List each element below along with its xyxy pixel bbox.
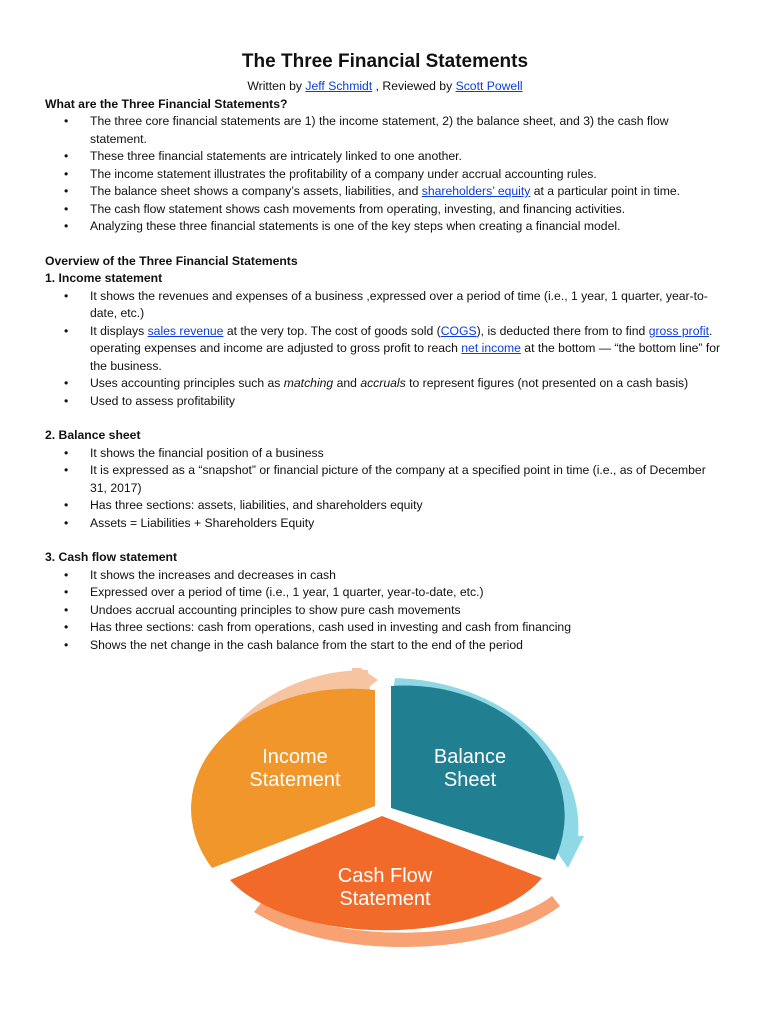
list-item [90, 375, 725, 393]
cogs-link[interactable]: COGS [440, 323, 477, 338]
list-item: • It is expressed as a “snapshot” or financial picture of the company at a specified point in time (i.e., as of December 31, 2017) [90, 462, 725, 497]
list-item [90, 183, 725, 201]
text: matching [283, 376, 334, 390]
income-label-line1: Income [262, 746, 328, 768]
text: at a particular point in time. [530, 184, 681, 198]
text: at the very top. The cost of goods sold ( [223, 323, 441, 338]
byline-prefix: Written by [247, 79, 306, 93]
byline-middle: , Reviewed by [372, 79, 456, 93]
list-item: • These three financial statements are intricately linked to one another. [90, 148, 725, 166]
list-item: • Shows the net change in the cash balance from the start to the end of the period [90, 637, 725, 655]
list-item: • It shows the financial position of a business [90, 445, 725, 463]
balance-label-line1: Balance [433, 746, 507, 768]
list-item: • It shows the increases and decreases in cash [90, 567, 725, 585]
reviewer-link[interactable]: Scott Powell [455, 79, 523, 93]
income-label-line2: Statement [249, 769, 341, 791]
author-link[interactable]: Jeff Schmidt [305, 79, 373, 93]
list-item: • Expressed over a period of time (i.e., 1 year, 1 quarter, year-to-date, etc.) [90, 584, 725, 602]
cash-label-line2: Statement [339, 888, 431, 910]
sales-revenue-link[interactable]: sales revenue [147, 323, 224, 338]
list-item: • Analyzing these three financial statements is one of the key steps when creating a financial model. [90, 218, 725, 236]
text: ), is deducted there from to find [476, 323, 649, 338]
intro-heading: What are the Three Financial Statements? [45, 96, 288, 111]
shareholders-equity-link[interactable]: shareholders’ equity [421, 184, 531, 198]
page-title: The Three Financial Statements [241, 51, 529, 72]
text: Uses accounting principles such as [90, 376, 284, 390]
text: to represent figures (not presented on a cash basis) [405, 376, 689, 390]
cashflow-heading: 3. Cash flow statement [45, 550, 178, 564]
list-item: • The income statement illustrates the profitability of a company under accrual accounting rules. [90, 166, 725, 184]
text: . operating expenses and income are adjusted to gross profit to reach [90, 323, 713, 355]
net-income-link[interactable]: net income [461, 341, 521, 355]
balance-heading: 2. Balance sheet [45, 428, 141, 442]
list-item: • Has three sections: assets, liabilities, and shareholders equity [90, 497, 725, 515]
byline [45, 78, 725, 96]
list-item [90, 323, 725, 376]
text: accruals [360, 376, 406, 390]
income-list [45, 288, 725, 411]
text: at the bottom — “the bottom line” for the business. [90, 341, 721, 373]
text: and [333, 376, 361, 390]
list-item: • The three core financial statements are 1) the income statement, 2) the balance sheet, and 3) the cash flow statement. [90, 113, 725, 148]
cash-label-line1: Cash Flow [337, 865, 433, 887]
document-page [45, 50, 725, 654]
text: It displays [90, 323, 148, 338]
list-item: • It shows the revenues and expenses of a business ,expressed over a period of time (i.e., 1 year, 1 quarter, year-to-date, etc.) [90, 288, 725, 323]
list-item: • The cash flow statement shows cash movements from operating, investing, and financing activities. [90, 201, 725, 219]
list-item: • Used to assess profitability [90, 393, 725, 411]
gross-profit-link[interactable]: gross profit [648, 323, 709, 338]
overview-heading: Overview of the Three Financial Statements [45, 253, 298, 268]
list-item: • Assets = Liabilities + Shareholders Equity [90, 515, 725, 533]
list-item: • Undoes accrual accounting principles to show pure cash movements [90, 602, 725, 620]
financial-statements-cycle-diagram [160, 668, 610, 960]
balance-list [45, 445, 725, 533]
text: The balance sheet shows a company’s assets, liabilities, and [90, 184, 422, 198]
intro-list [45, 113, 725, 236]
cashflow-list [45, 567, 725, 655]
list-item: • Has three sections: cash from operations, cash used in investing and cash from financing [90, 619, 725, 637]
balance-label-line2: Sheet [443, 769, 497, 791]
income-heading: 1. Income statement [45, 271, 163, 285]
